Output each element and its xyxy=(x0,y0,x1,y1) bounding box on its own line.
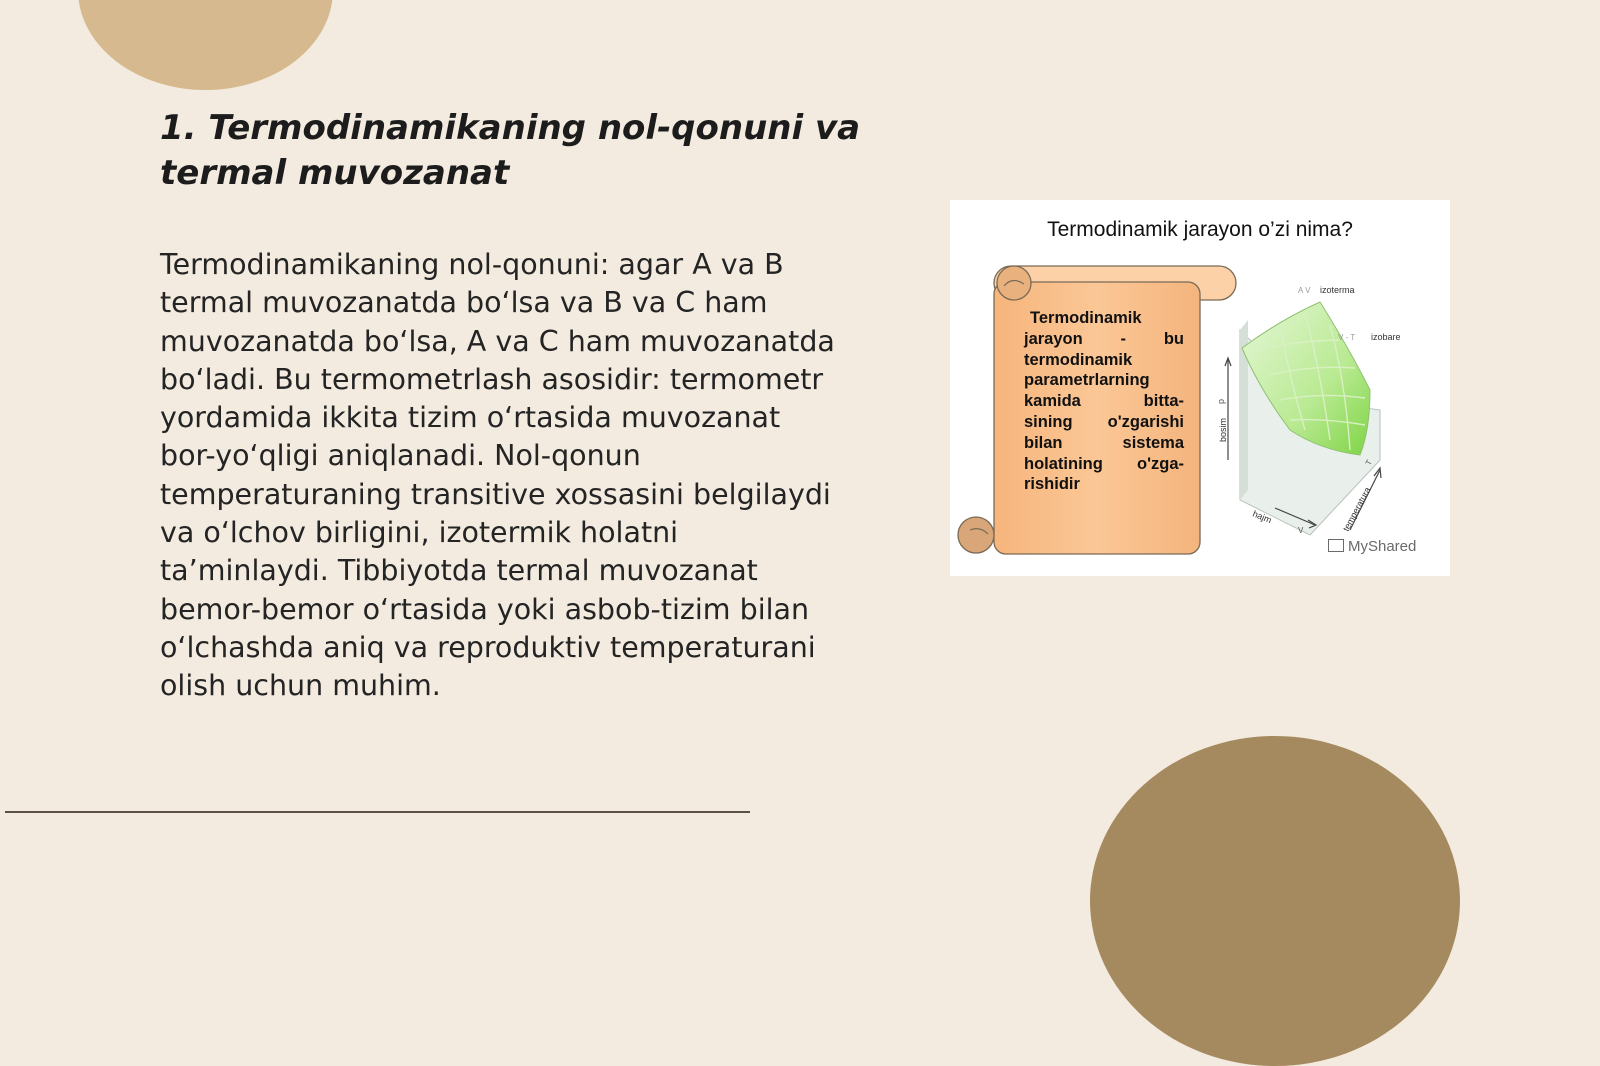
decorative-circle-top xyxy=(78,0,333,90)
plot-label-izoterma: izoterma xyxy=(1320,285,1355,295)
scroll-definition-text xyxy=(1024,308,1184,495)
plot-axis-t: T xyxy=(1363,458,1375,467)
scroll-line: parametrlarning xyxy=(1024,371,1150,390)
scroll-line: Termodinamik xyxy=(1030,309,1142,327)
scroll-line: kamida bitta- xyxy=(1024,392,1184,411)
slide-title: 1. Termodinamikaning nol-qonuni va termal muvozanat xyxy=(160,108,861,193)
figure-image xyxy=(950,200,1450,576)
divider-line xyxy=(5,811,750,813)
plot-label-hajm: hajm xyxy=(1251,508,1274,526)
scroll-line: holatining o'zga- xyxy=(1024,454,1184,473)
scroll-line: termodinamik xyxy=(1024,350,1133,369)
scroll-line: jarayon - bu xyxy=(1024,329,1184,348)
scroll-line: sining o'zgarishi xyxy=(1024,412,1184,431)
plot-label-izobare: izobare xyxy=(1371,332,1401,342)
plot-label-temperatura: temperatura xyxy=(1340,485,1373,533)
plot-label-izoterma-marker: A V xyxy=(1298,286,1311,295)
presentation-icon xyxy=(1328,539,1344,552)
figure-caption: Termodinamik jarayon o’zi nima? xyxy=(1047,218,1353,241)
plot-label-izobare-marker: V - T xyxy=(1338,333,1356,342)
scroll-line: rishidir xyxy=(1024,475,1080,494)
watermark xyxy=(1328,538,1416,555)
plot-axis-v: V xyxy=(1298,526,1304,535)
decorative-circle-bottom xyxy=(1090,736,1460,1066)
slide-body-text: Termodinamikaning nol-qonuni: agar A va B termal muvozanatda bo‘lsa va B va C ham muvozanatda bo‘lsa, A va C ham muvozanatda bo‘ladi. Bu termometrlash asosidir: termometr yordamida ikkita tizim o‘rtasida muvozanat bor-yo‘qligi aniqlanadi. Nol-qonun temperaturaning transitive xossasini belgilaydi va o‘lchov birligini, izotermik holatni ta’minlaydi. Tibbiyotda termal muvozanat bemor-bemor o‘rtasida yoki asbob-tizim bilan o‘lchashda aniq va reproduktiv temperaturani olish uchun muhim. xyxy=(160,248,835,703)
scroll-line: bilan sistema xyxy=(1024,433,1184,452)
pvt-surface-plot xyxy=(1216,280,1450,550)
plot-label-bosim: bosim xyxy=(1218,417,1228,442)
watermark-text: MyShared xyxy=(1348,538,1417,555)
plot-axis-p: p xyxy=(1216,398,1226,404)
